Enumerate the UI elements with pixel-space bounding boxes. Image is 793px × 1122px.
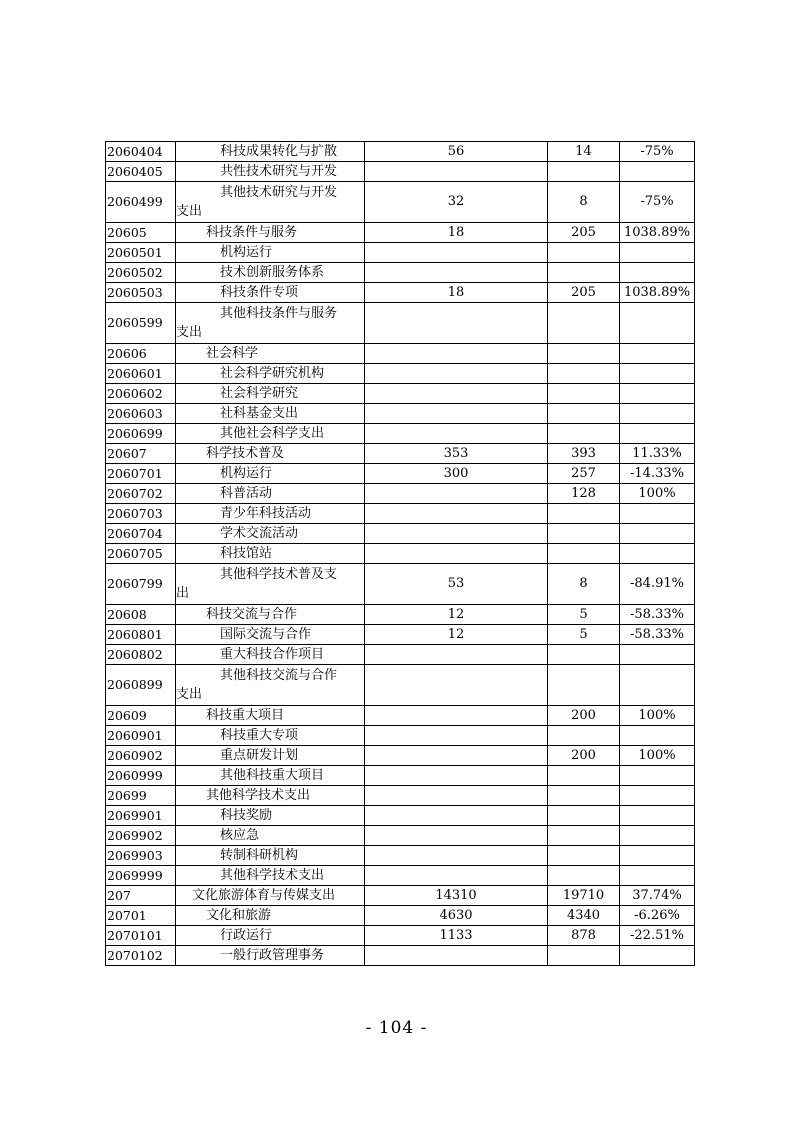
subject-code-cell: 20607 (106, 444, 176, 464)
change-percent-cell (620, 263, 695, 283)
subject-name-cell: 科技成果转化与扩散 (176, 142, 365, 162)
prior-amount-cell (365, 364, 548, 384)
change-percent-cell: -75% (620, 142, 695, 162)
prior-amount-cell (365, 544, 548, 564)
subject-code-cell: 2060601 (106, 364, 176, 384)
subject-code-cell: 20609 (106, 706, 176, 726)
subject-name-cell: 行政运行 (176, 926, 365, 946)
budget-amount-cell: 4340 (548, 906, 620, 926)
table-row (106, 303, 695, 344)
budget-amount-cell: 5 (548, 625, 620, 645)
subject-name-cell: 科技交流与合作 (176, 605, 365, 625)
prior-amount-cell: 12 (365, 625, 548, 645)
budget-amount-cell: 8 (548, 564, 620, 605)
change-percent-cell (620, 424, 695, 444)
prior-amount-cell: 18 (365, 223, 548, 243)
prior-amount-cell (365, 665, 548, 706)
subject-name-cell: 文化和旅游 (176, 906, 365, 926)
budget-amount-cell: 19710 (548, 886, 620, 906)
change-percent-cell (620, 826, 695, 846)
prior-amount-cell: 4630 (365, 906, 548, 926)
subject-code-cell: 2060799 (106, 564, 176, 605)
budget-amount-cell: 878 (548, 926, 620, 946)
subject-code-cell: 207 (106, 886, 176, 906)
subject-name-cell: 机构运行 (176, 464, 365, 484)
budget-amount-cell (548, 162, 620, 182)
table-row (106, 404, 695, 424)
table-row (106, 364, 695, 384)
subject-code-cell: 2060702 (106, 484, 176, 504)
prior-amount-cell (365, 706, 548, 726)
change-percent-cell: -58.33% (620, 625, 695, 645)
change-percent-cell (620, 645, 695, 665)
subject-code-cell: 2070102 (106, 946, 176, 966)
prior-amount-cell (365, 846, 548, 866)
subject-name-cell (176, 564, 365, 605)
table-row (106, 243, 695, 263)
change-percent-cell: 1038.89% (620, 223, 695, 243)
subject-code-cell: 20701 (106, 906, 176, 926)
budget-amount-cell: 200 (548, 746, 620, 766)
prior-amount-cell (365, 484, 548, 504)
subject-code-cell: 2060499 (106, 182, 176, 223)
prior-amount-cell: 18 (365, 283, 548, 303)
subject-name-line: 其他科技交流与合作 (220, 668, 338, 683)
change-percent-cell (620, 384, 695, 404)
change-percent-cell: 1038.89% (620, 283, 695, 303)
prior-amount-cell (365, 424, 548, 444)
table-row (106, 524, 695, 544)
change-percent-cell (620, 806, 695, 826)
change-percent-cell (620, 866, 695, 886)
page-number: - 104 - (365, 1018, 428, 1038)
budget-amount-cell (548, 243, 620, 263)
budget-amount-cell (548, 384, 620, 404)
change-percent-cell: 100% (620, 746, 695, 766)
budget-amount-cell (548, 263, 620, 283)
table-row (106, 142, 695, 162)
table-row (106, 846, 695, 866)
change-percent-cell (620, 946, 695, 966)
change-percent-cell (620, 504, 695, 524)
subject-name-cell: 科技馆站 (176, 544, 365, 564)
table-row (106, 766, 695, 786)
budget-amount-cell: 257 (548, 464, 620, 484)
subject-code-cell: 2060705 (106, 544, 176, 564)
change-percent-cell: 37.74% (620, 886, 695, 906)
table-row (106, 946, 695, 966)
change-percent-cell: -84.91% (620, 564, 695, 605)
table-row (106, 444, 695, 464)
change-percent-cell: -75% (620, 182, 695, 223)
table-row (106, 906, 695, 926)
prior-amount-cell (365, 524, 548, 544)
prior-amount-cell (365, 162, 548, 182)
budget-table-body (106, 142, 695, 966)
prior-amount-cell: 12 (365, 605, 548, 625)
change-percent-cell: -14.33% (620, 464, 695, 484)
budget-amount-cell (548, 826, 620, 846)
subject-name-cell: 社会科学研究机构 (176, 364, 365, 384)
subject-name-cell: 机构运行 (176, 243, 365, 263)
subject-name-cell: 核应急 (176, 826, 365, 846)
subject-code-cell: 2060801 (106, 625, 176, 645)
subject-name-cell (176, 303, 365, 344)
subject-name-cell: 科技重大专项 (176, 726, 365, 746)
subject-name-cell: 共性技术研究与开发 (176, 162, 365, 182)
table-row (106, 564, 695, 605)
subject-name-cell: 科技奖励 (176, 806, 365, 826)
subject-name-cell: 国际交流与合作 (176, 625, 365, 645)
subject-code-cell: 20608 (106, 605, 176, 625)
table-row (106, 826, 695, 846)
subject-name-cell: 社科基金支出 (176, 404, 365, 424)
prior-amount-cell: 353 (365, 444, 548, 464)
change-percent-cell (620, 544, 695, 564)
subject-code-cell: 2069999 (106, 866, 176, 886)
subject-name-cell: 文化旅游体育与传媒支出 (176, 886, 365, 906)
change-percent-cell: -22.51% (620, 926, 695, 946)
table-row (106, 806, 695, 826)
change-percent-cell (620, 524, 695, 544)
subject-code-cell: 20699 (106, 786, 176, 806)
subject-code-cell: 2060501 (106, 243, 176, 263)
subject-name-cell: 其他科学技术支出 (176, 786, 365, 806)
change-percent-cell: 100% (620, 484, 695, 504)
prior-amount-cell (365, 946, 548, 966)
subject-name-continuation: 支出 (176, 687, 203, 702)
subject-code-cell: 2060999 (106, 766, 176, 786)
subject-code-cell: 2060704 (106, 524, 176, 544)
budget-amount-cell (548, 303, 620, 344)
budget-amount-cell: 128 (548, 484, 620, 504)
table-row (106, 182, 695, 223)
change-percent-cell: 11.33% (620, 444, 695, 464)
prior-amount-cell (365, 826, 548, 846)
budget-amount-cell (548, 786, 620, 806)
subject-code-cell: 2060602 (106, 384, 176, 404)
table-row (106, 223, 695, 243)
subject-name-cell: 科技重大项目 (176, 706, 365, 726)
budget-amount-cell: 5 (548, 605, 620, 625)
subject-name-cell: 其他科学技术支出 (176, 866, 365, 886)
change-percent-cell (620, 846, 695, 866)
prior-amount-cell: 1133 (365, 926, 548, 946)
table-row (106, 384, 695, 404)
change-percent-cell (620, 786, 695, 806)
subject-code-cell: 2069903 (106, 846, 176, 866)
budget-amount-cell (548, 524, 620, 544)
prior-amount-cell (365, 866, 548, 886)
change-percent-cell: 100% (620, 706, 695, 726)
budget-amount-cell (548, 806, 620, 826)
subject-name-cell: 青少年科技活动 (176, 504, 365, 524)
subject-name-cell: 重大科技合作项目 (176, 645, 365, 665)
table-row (106, 866, 695, 886)
subject-name-cell: 科普活动 (176, 484, 365, 504)
prior-amount-cell: 56 (365, 142, 548, 162)
change-percent-cell (620, 162, 695, 182)
change-percent-cell (620, 243, 695, 263)
subject-code-cell: 2069902 (106, 826, 176, 846)
change-percent-cell (620, 766, 695, 786)
subject-name-cell: 其他科技重大项目 (176, 766, 365, 786)
subject-code-cell: 2060503 (106, 283, 176, 303)
change-percent-cell (620, 404, 695, 424)
table-row (106, 706, 695, 726)
prior-amount-cell: 300 (365, 464, 548, 484)
subject-code-cell: 2060701 (106, 464, 176, 484)
subject-code-cell: 2060703 (106, 504, 176, 524)
subject-code-cell: 2060699 (106, 424, 176, 444)
prior-amount-cell (365, 726, 548, 746)
table-row (106, 786, 695, 806)
budget-amount-cell (548, 645, 620, 665)
subject-code-cell: 2060901 (106, 726, 176, 746)
budget-amount-cell: 205 (548, 223, 620, 243)
change-percent-cell (620, 303, 695, 344)
table-row (106, 464, 695, 484)
table-row (106, 283, 695, 303)
prior-amount-cell (365, 303, 548, 344)
table-row (106, 625, 695, 645)
change-percent-cell (620, 665, 695, 706)
change-percent-cell: -58.33% (620, 605, 695, 625)
budget-amount-cell (548, 665, 620, 706)
prior-amount-cell (365, 504, 548, 524)
budget-amount-cell (548, 846, 620, 866)
budget-amount-cell: 393 (548, 444, 620, 464)
subject-name-continuation: 支出 (176, 204, 203, 219)
subject-code-cell: 2060899 (106, 665, 176, 706)
subject-name-continuation: 出 (176, 586, 190, 601)
subject-code-cell: 2060599 (106, 303, 176, 344)
table-row (106, 886, 695, 906)
budget-table (105, 141, 695, 966)
prior-amount-cell (365, 806, 548, 826)
prior-amount-cell (365, 645, 548, 665)
budget-amount-cell: 14 (548, 142, 620, 162)
budget-amount-cell (548, 504, 620, 524)
subject-name-cell: 科技条件专项 (176, 283, 365, 303)
subject-code-cell: 2060802 (106, 645, 176, 665)
subject-code-cell: 20606 (106, 344, 176, 364)
table-row (106, 162, 695, 182)
change-percent-cell (620, 364, 695, 384)
budget-amount-cell (548, 404, 620, 424)
budget-amount-cell (548, 364, 620, 384)
subject-code-cell: 2069901 (106, 806, 176, 826)
subject-name-cell: 学术交流活动 (176, 524, 365, 544)
subject-code-cell: 2060603 (106, 404, 176, 424)
table-row (106, 645, 695, 665)
table-row (106, 605, 695, 625)
table-row (106, 665, 695, 706)
subject-code-cell: 20605 (106, 223, 176, 243)
table-row (106, 504, 695, 524)
table-row (106, 484, 695, 504)
subject-name-cell: 重点研发计划 (176, 746, 365, 766)
table-row (106, 726, 695, 746)
prior-amount-cell (365, 344, 548, 364)
subject-name-continuation: 支出 (176, 325, 203, 340)
subject-code-cell: 2070101 (106, 926, 176, 946)
subject-name-cell: 转制科研机构 (176, 846, 365, 866)
prior-amount-cell: 14310 (365, 886, 548, 906)
budget-amount-cell (548, 866, 620, 886)
subject-name-cell: 科技条件与服务 (176, 223, 365, 243)
table-row (106, 926, 695, 946)
subject-code-cell: 2060902 (106, 746, 176, 766)
subject-name-cell: 社会科学研究 (176, 384, 365, 404)
change-percent-cell: -6.26% (620, 906, 695, 926)
subject-code-cell: 2060502 (106, 263, 176, 283)
subject-code-cell: 2060404 (106, 142, 176, 162)
table-row (106, 544, 695, 564)
budget-amount-cell (548, 726, 620, 746)
subject-name-cell: 其他社会科学支出 (176, 424, 365, 444)
budget-amount-cell (548, 544, 620, 564)
prior-amount-cell (365, 746, 548, 766)
subject-name-line: 其他技术研究与开发 (220, 185, 338, 200)
subject-name-cell: 一般行政管理事务 (176, 946, 365, 966)
subject-name-cell: 科学技术普及 (176, 444, 365, 464)
budget-amount-cell (548, 424, 620, 444)
prior-amount-cell (365, 766, 548, 786)
prior-amount-cell (365, 404, 548, 424)
table-row (106, 424, 695, 444)
table-row (106, 263, 695, 283)
budget-amount-cell (548, 766, 620, 786)
prior-amount-cell (365, 243, 548, 263)
subject-name-cell: 社会科学 (176, 344, 365, 364)
change-percent-cell (620, 344, 695, 364)
budget-amount-cell (548, 946, 620, 966)
table-row (106, 344, 695, 364)
subject-code-cell: 2060405 (106, 162, 176, 182)
prior-amount-cell (365, 786, 548, 806)
subject-name-cell (176, 182, 365, 223)
subject-name-cell (176, 665, 365, 706)
table-row (106, 746, 695, 766)
change-percent-cell (620, 726, 695, 746)
subject-name-line: 其他科技条件与服务 (220, 306, 338, 321)
prior-amount-cell (365, 384, 548, 404)
prior-amount-cell: 53 (365, 564, 548, 605)
budget-amount-cell: 8 (548, 182, 620, 223)
subject-name-line: 其他科学技术普及支 (220, 567, 338, 582)
prior-amount-cell: 32 (365, 182, 548, 223)
prior-amount-cell (365, 263, 548, 283)
budget-amount-cell: 205 (548, 283, 620, 303)
subject-name-cell: 技术创新服务体系 (176, 263, 365, 283)
budget-amount-cell (548, 344, 620, 364)
budget-amount-cell: 200 (548, 706, 620, 726)
